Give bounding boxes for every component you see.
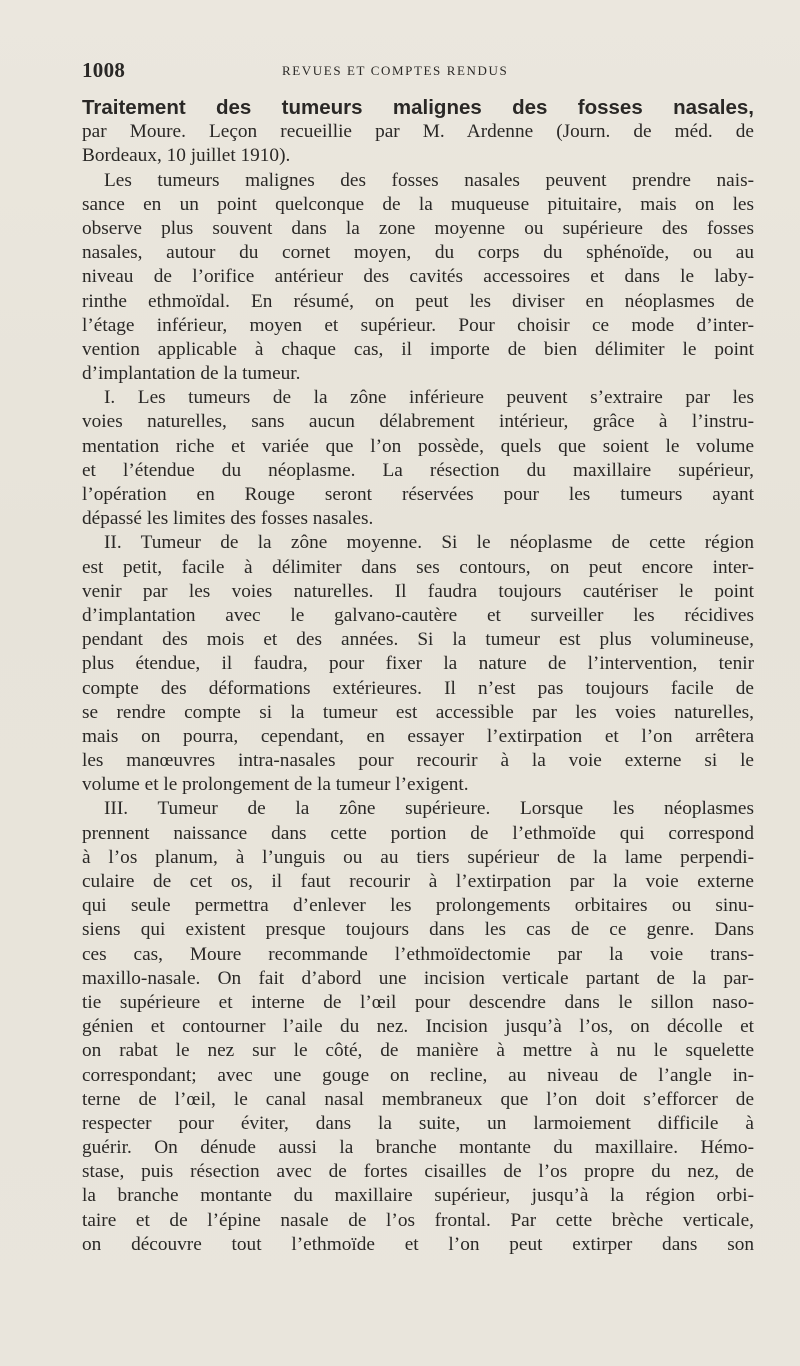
text-line: nasales, autour du cornet moyen, du corps du sphénoïde, ou au	[82, 242, 754, 264]
text-line: stase, puis résection avec de fortes cisailles de l’os propre du nez, de	[82, 1161, 754, 1183]
text-line: génien et contourner l’aile du nez. Incision jusqu’à l’os, on décolle et	[82, 1016, 754, 1038]
text-line: III. Tumeur de la zône supérieure. Lorsque les néoplasmes	[104, 798, 754, 820]
text-line: mentation riche et variée que l’on possède, quels que soient le volume	[82, 435, 754, 457]
text-line: dépassé les limites des fosses nasales.	[82, 508, 374, 530]
text-line: se rendre compte si la tumeur est accessible par les voies naturelles,	[82, 701, 754, 723]
text-line: Les tumeurs malignes des fosses nasales peuvent prendre nais-	[104, 169, 754, 191]
text-line: plus étendue, il faudra, pour fixer la nature de l’intervention, tenir	[82, 653, 754, 675]
text-line: par Moure. Leçon recueillie par M. Ardenne (Journ. de méd. de	[82, 121, 754, 143]
article-body	[82, 96, 754, 1257]
text-line: les manœuvres intra-nasales pour recourir à la voie externe si le	[82, 750, 754, 772]
text-line: respecter pour éviter, dans la suite, un larmoiement difficile à	[82, 1112, 754, 1134]
text-line: voies naturelles, sans aucun délabrement intérieur, grâce à l’instru-	[82, 411, 754, 433]
text-line: terne de l’œil, le canal nasal membraneux que l’on doit s’efforcer de	[82, 1088, 754, 1110]
text-line: taire et de l’épine nasale de l’os frontal. Par cette brèche verticale,	[82, 1209, 754, 1231]
text-line: rinthe ethmoïdal. En résumé, on peut les diviser en néoplasmes de	[82, 290, 754, 312]
text-line: est petit, facile à délimiter dans ses contours, on peut encore inter-	[82, 556, 754, 578]
text-line: qui seule permettra d’enlever les prolongements orbitaires ou sinu-	[82, 895, 754, 917]
text-line: guérir. On dénude aussi la branche montante du maxillaire. Hémo-	[82, 1137, 754, 1159]
text-line: volume et le prolongement de la tumeur l’exigent.	[82, 774, 469, 796]
text-line: sance en un point quelconque de la muqueuse pituitaire, mais on les	[82, 193, 754, 215]
text-line: l’opération en Rouge seront réservées pour les tumeurs ayant	[82, 484, 754, 505]
text-line: maxillo-nasale. On fait d’abord une incision verticale partant de la par-	[82, 967, 754, 989]
text-line: niveau de l’orifice antérieur des cavités accessoires et dans le laby-	[82, 266, 754, 288]
text-line: l’étage inférieur, moyen et supérieur. Pour choisir ce mode d’inter-	[82, 314, 754, 336]
text-line: prennent naissance dans cette portion de l’ethmoïde qui correspond	[82, 822, 754, 844]
text-line: la branche montante du maxillaire supérieur, jusqu’à la région orbi-	[82, 1185, 754, 1207]
text-line: d’implantation avec le galvano-cautère et surveiller les récidives	[82, 604, 754, 626]
text-line: II. Tumeur de la zône moyenne. Si le néoplasme de cette région	[104, 532, 754, 554]
text-line: observe plus souvent dans la zone moyenne ou supérieure des fosses	[82, 217, 754, 239]
text-line: mais on pourra, cependant, en essayer l’extirpation et l’on arrêtera	[82, 725, 754, 747]
text-line: ces cas, Moure recommande l’ethmoïdectomie par la voie trans-	[82, 943, 754, 965]
text-line: siens qui existent presque toujours dans les cas de ce genre. Dans	[82, 919, 754, 941]
text-line: tie supérieure et interne de l’œil pour descendre dans le sillon naso-	[82, 991, 754, 1013]
text-line: on rabat le nez sur le côté, de manière à mettre à nu le squelette	[82, 1040, 754, 1062]
text-line: culaire de cet os, il faut recourir à l’extirpation par la voie externe	[82, 871, 754, 892]
text-line: et l’étendue du néoplasme. La résection du maxillaire supérieur,	[82, 459, 754, 481]
text-line: compte des déformations extérieures. Il n’est pas toujours facile de	[82, 677, 754, 699]
text-line: pendant des mois et des années. Si la tumeur est plus volumineuse,	[82, 629, 754, 651]
text-line: I. Les tumeurs de la zône inférieure peuvent s’extraire par les	[104, 387, 754, 409]
running-head: REVUES ET COMPTES RENDUS	[282, 63, 509, 78]
text-line: d’implantation de la tumeur.	[82, 363, 301, 385]
text-line: correspondant; avec une gouge on recline, au niveau de l’angle in-	[82, 1064, 754, 1086]
article-title: Traitement des tumeurs malignes des fosses nasales,	[82, 96, 754, 119]
page-header	[82, 58, 752, 88]
text-line: Bordeaux, 10 juillet 1910).	[82, 145, 291, 167]
text-line: à l’os planum, à l’unguis ou au tiers supérieur de la lame perpendi-	[82, 846, 754, 868]
text-line: vention applicable à chaque cas, il importe de bien délimiter le point	[82, 338, 754, 360]
text-line: venir par les voies naturelles. Il faudra toujours cautériser le point	[82, 580, 754, 602]
page-number: 1008	[82, 58, 126, 82]
text-line: on découvre tout l’ethmoïde et l’on peut extirper dans son	[82, 1233, 754, 1255]
